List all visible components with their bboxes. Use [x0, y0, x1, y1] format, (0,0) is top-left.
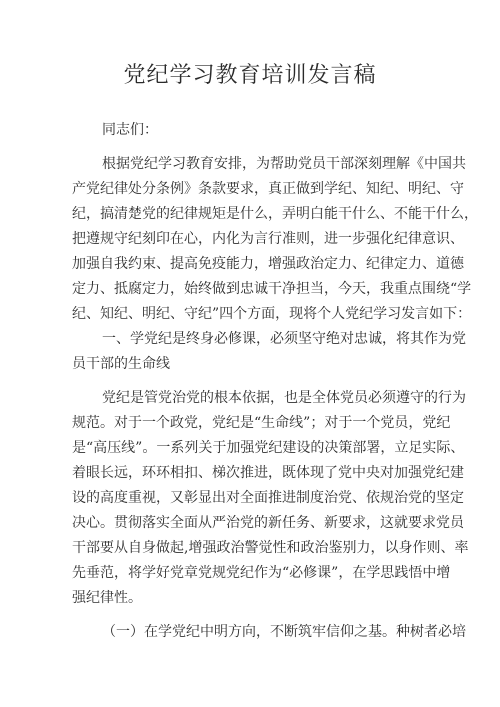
body-line: 干部要从自身做起,增强政治警觉性和政治鉴别力，以身作则、率: [72, 540, 469, 556]
body-line: 定力、抵腐定力，始终做到忠诚干净担当，今天，我重点围绕“学: [72, 281, 472, 297]
salutation-line: 同志们：: [102, 122, 158, 138]
section-heading-line: 员干部的生命线: [72, 356, 170, 372]
body-line: 决心。贯彻落实全面从严治党的新任务、新要求，这就要求党员: [72, 515, 464, 531]
body-line: 强纪律性。: [72, 590, 142, 606]
body-line: 把遵规守纪刻印在心，内化为言行准则，进一步强化纪律意识、: [72, 231, 464, 247]
body-line: 党纪是管党治党的根本依据，也是全体党员必须遵守的行为: [102, 390, 466, 406]
subsection-line: （一）在学党纪中明方向，不断筑牢信仰之基。种树者必培: [102, 624, 466, 640]
body-line: 先垂范，将学好党章党规党纪作为“必修课”，在学思践悟中增: [72, 565, 451, 581]
body-line: 着眼长远，环环相扣、梯次推进，既体现了党中央对加强党纪建: [72, 465, 464, 481]
body-line: 加强自我约束、提高免疫能力，增强政治定力、纪律定力、道德: [72, 256, 464, 272]
body-line: 纪、知纪、明纪、守纪”四个方面，现将个人党纪学习发言如下：: [72, 306, 472, 322]
body-line: 规范。对于一个政党，党纪是“生命线”；对于一个党员，党纪: [72, 415, 451, 431]
body-line: 是“高压线”。一系列关于加强党纪建设的决策部署，立足实际、: [72, 440, 465, 456]
body-line: 设的高度重视，又彰显出对全面推进制度治党、依规治党的坚定: [72, 490, 464, 506]
document-title: 党纪学习教育培训发言稿: [123, 63, 377, 88]
section-heading-line: 一、学党纪是终身必修课，必须坚守绝对忠诚，将其作为党: [102, 331, 466, 347]
body-line: 纪，搞清楚党的纪律规矩是什么，弄明白能干什么、不能干什么，: [72, 206, 478, 222]
body-line: 根据党纪学习教育安排，为帮助党员干部深刻理解《中国共: [102, 156, 466, 172]
body-line: 产党纪律处分条例》条款要求，真正做到学纪、知纪、明纪、守: [72, 181, 464, 197]
